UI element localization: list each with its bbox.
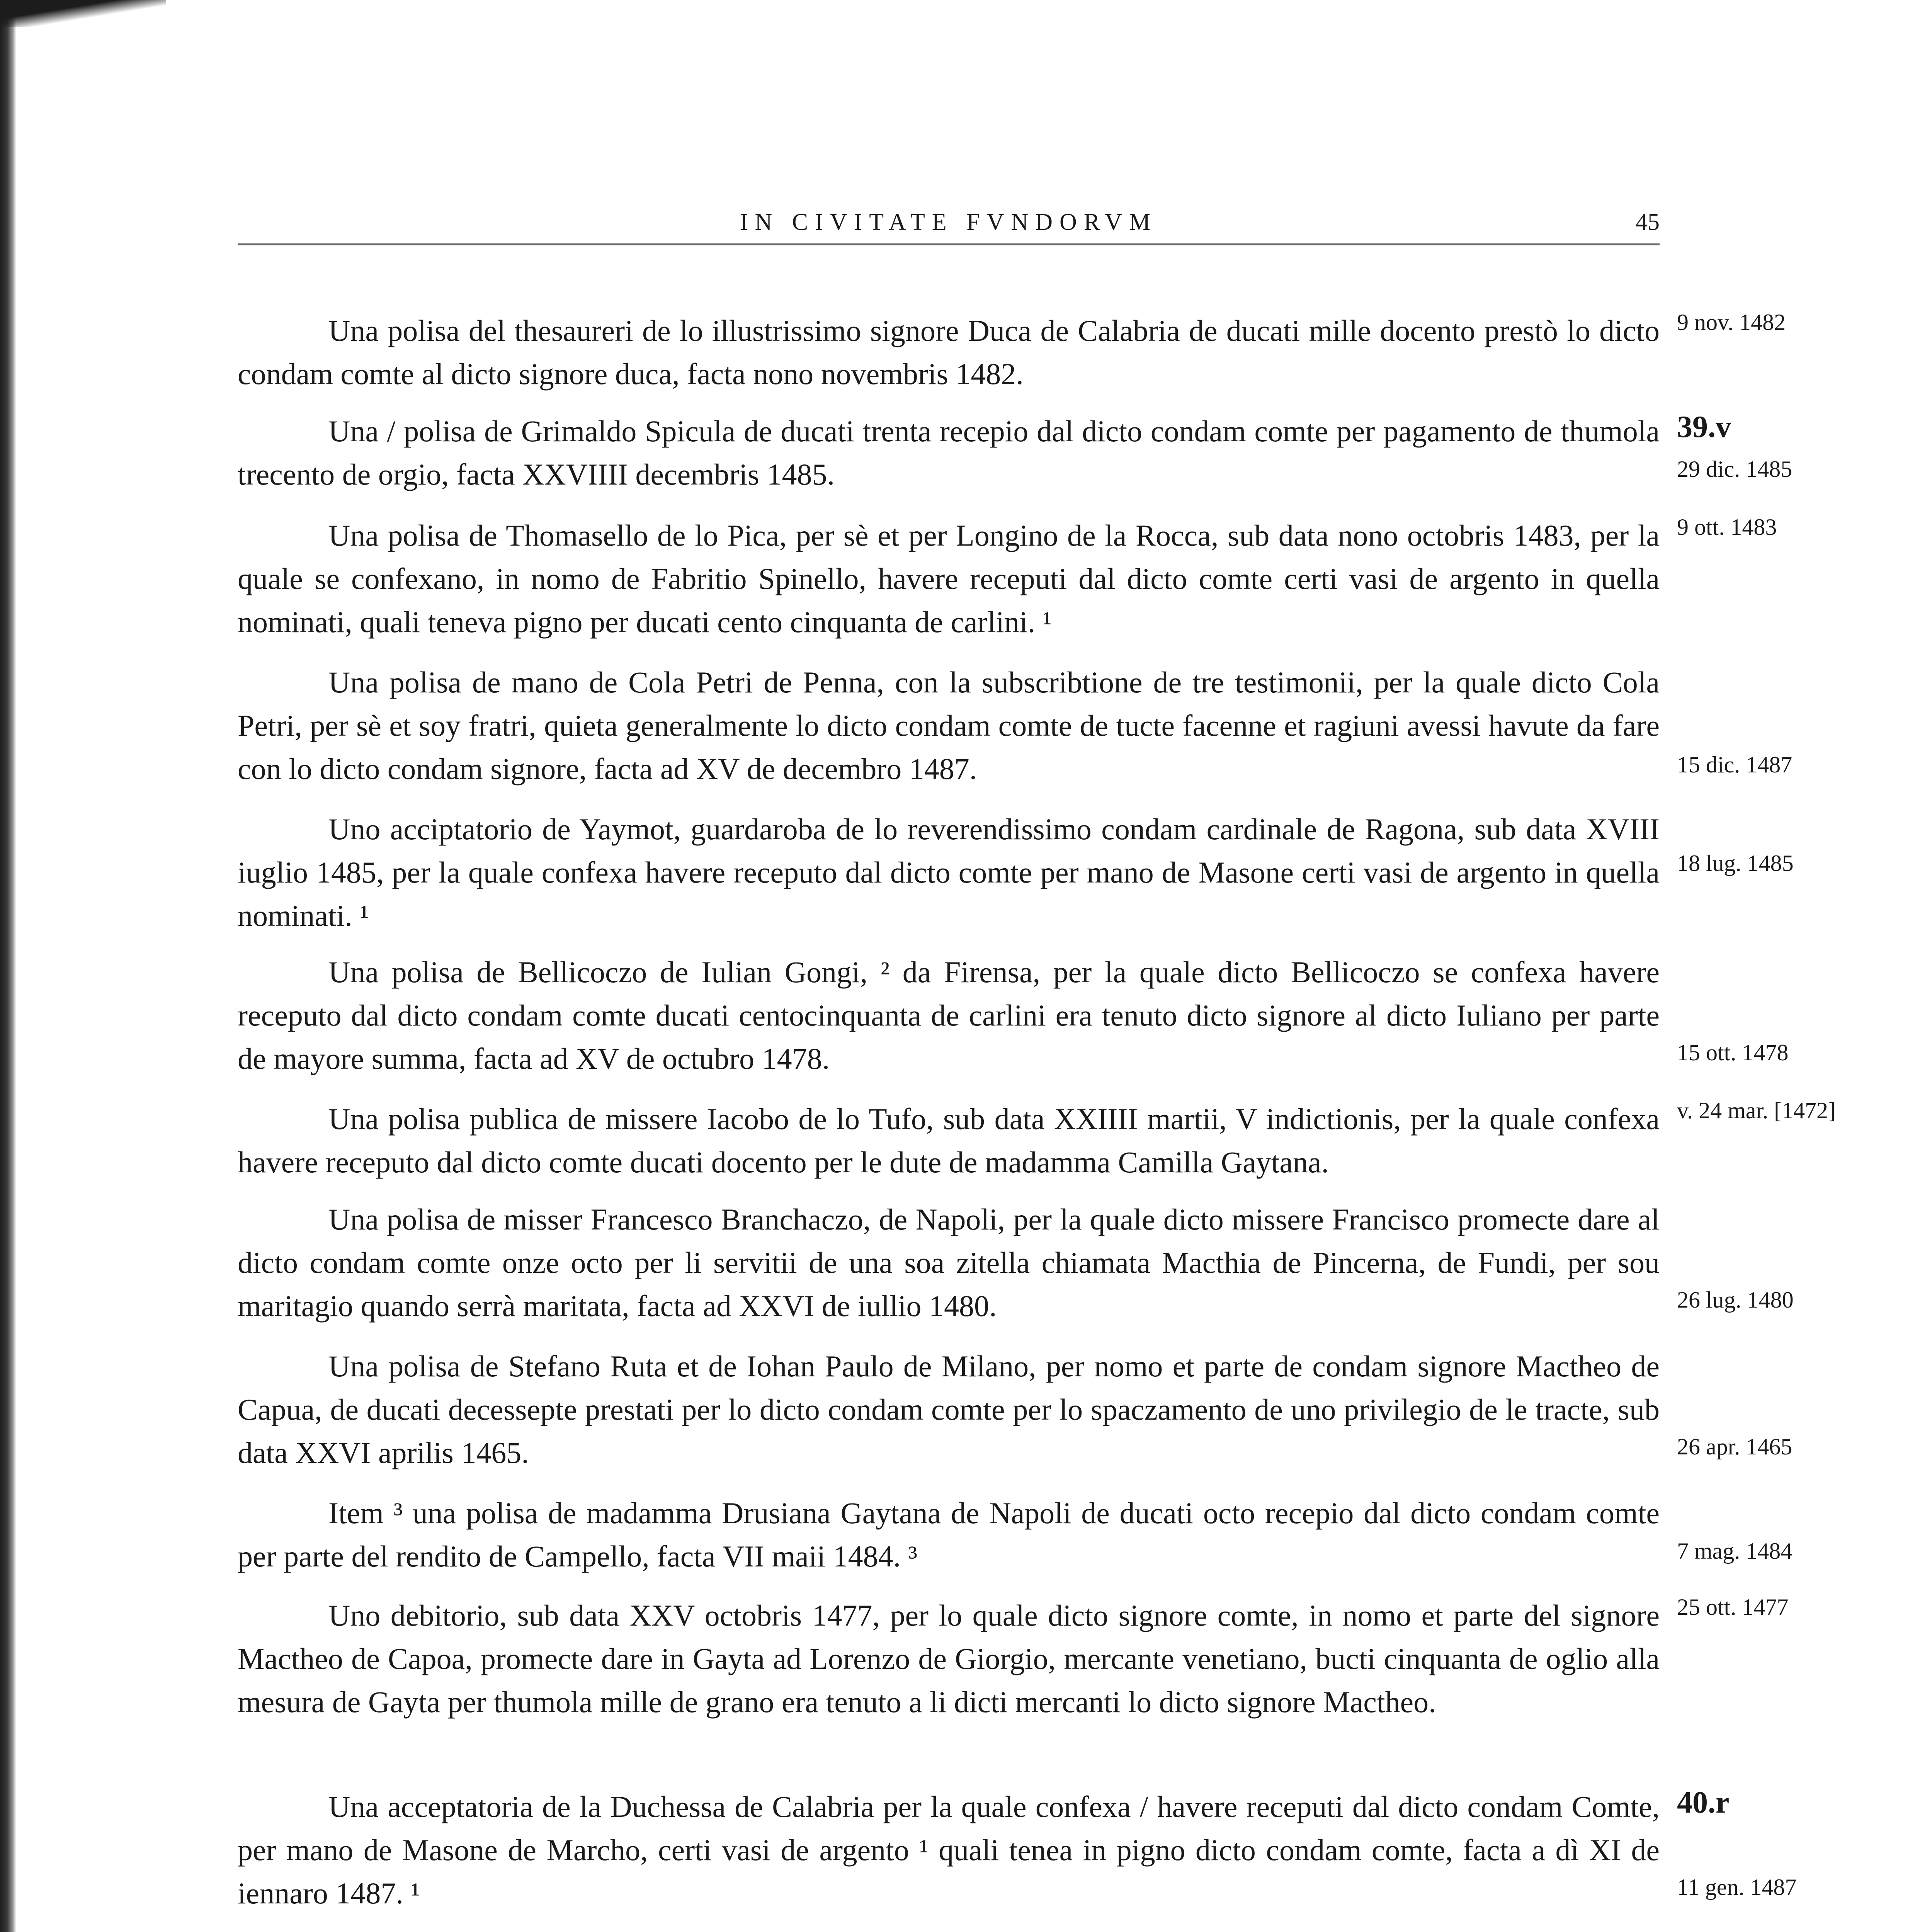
- entry-paragraph: Item ³ una polisa de madamma Drusiana Gaytana de Napoli de ducati octo recepio dal dicto condam comte per parte del rendito de Campello, facta VII maii 1484. ³: [238, 1496, 1660, 1573]
- page-header: [238, 201, 1660, 245]
- entry-paragraph: Una acceptatoria de la Duchessa de Calabria per la quale confexa / havere receputi dal dicto condam Comte, per mano de Masone de Marcho, certi vasi de argento ¹ quali tenea in pigno dicto condam comte, facta a dì XI de iennaro 1487. ¹: [238, 1790, 1660, 1910]
- margin-date: 7 mag. 1484: [1677, 1538, 1793, 1564]
- margin-date: 26 apr. 1465: [1677, 1434, 1793, 1459]
- entry-paragraph: Una polisa de Stefano Ruta et de Iohan Paulo de Milano, per nomo et parte de condam signore Mactheo de Capua, de ducati decessepte prestati per lo dicto condam comte per lo spaczamento de uno privilegio de le tracte, sub data XXVI aprilis 1465.: [238, 1349, 1660, 1469]
- binding-edge: [0, 0, 16, 1932]
- margin-date: 9 ott. 1483: [1677, 514, 1777, 540]
- margin-date: 15 dic. 1487: [1677, 752, 1793, 777]
- entry-paragraph: [238, 1930, 1660, 1932]
- margin-date: 18 lug. 1485: [1677, 850, 1794, 876]
- entry-paragraph: Una polisa de misser Francesco Branchaczo, de Napoli, per la quale dicto missere Francisco promecte dare al dicto condam comte onze octo per li servitii de una soa zitella chiamata Macthia de Pincerna, de Fundi, per sou maritagio quando serrà maritata, facta ad XXVI de iullio 1480.: [238, 1202, 1660, 1323]
- entry-paragraph: Una polisa de mano de Cola Petri de Penna, con la subscribtione de tre testimonii, per la quale dicto Cola Petri, per sè et soy fratri, quieta generalmente lo dicto condam comte de tucte facenne et ragiuni avessi havute da fare con lo dicto condam signore, facta ad XV de decembro 1487.: [238, 665, 1660, 786]
- margin-date: 15 ott. 1478: [1677, 1040, 1789, 1065]
- margin-date: 11 gen. 1487: [1677, 1874, 1797, 1900]
- entry-paragraph: Una / polisa de Grimaldo Spicula de ducati trenta recepio dal dicto condam comte per pagamento de thumola trecento de orgio, facta XXVIIII decembris 1485.: [238, 414, 1660, 491]
- entry-paragraph: Uno debitorio, sub data XXV octobris 1477, per lo quale dicto signore comte, in nomo et parte del signore Mactheo de Capoa, promecte dare in Gayta ad Lorenzo de Giorgio, mercante venetiano, bucti cinquanta de oglio alla mesura de Gayta per thumola mille de grano era tenuto a li dicti mercanti lo dicto signore Mactheo.: [238, 1599, 1660, 1719]
- folio-marker: 40.r: [1677, 1786, 1730, 1820]
- margin-date: v. 24 mar. [1472]: [1677, 1098, 1836, 1123]
- entry-paragraph: Una polisa de Thomasello de lo Pica, per sè et per Longino de la Rocca, sub data nono octobris 1483, per la quale se confexano, in nomo de Fabritio Spinello, havere receputi dal dicto comte certi vasi de argento in quella nominati, quali teneva pigno per ducati cento cinquanta de carlini. ¹: [238, 519, 1660, 639]
- entry-paragraph: Una polisa publica de missere Iacobo de lo Tufo, sub data XXIIII martii, V indictionis, per la quale confexa havere receputo dal dicto comte ducati docento per le dute de madamma Camilla Gaytana.: [238, 1102, 1660, 1179]
- margin-date: 9 nov. 1482: [1677, 310, 1786, 335]
- folio-marker: 39.v: [1677, 410, 1731, 444]
- margin-date: 26 lug. 1480: [1677, 1287, 1794, 1313]
- running-title: IN CIVITATE FVNDORVM: [740, 209, 1158, 235]
- entry-paragraph: Una polisa de Bellicoczo de Iulian Gongi, ² da Firensa, per la quale dicto Bellicoczo se confexa havere receputo dal dicto condam comte ducati centocinquanta de carlini era tenuto dicto signore al dicto Iuliano per parte de mayore summa, facta ad XV de octubro 1478.: [238, 955, 1660, 1075]
- margin-date: 25 ott. 1477: [1677, 1594, 1789, 1620]
- page-number: 45: [1636, 209, 1660, 235]
- entry-paragraph: Una polisa del thesaureri de lo illustrissimo signore Duca de Calabria de ducati mille docento prestò lo dicto condam comte al dicto signore duca, facta nono novembris 1482.: [238, 314, 1660, 391]
- margin-date: 29 dic. 1485: [1677, 456, 1793, 482]
- binding-shadow: [0, 0, 166, 27]
- entry-paragraph: Uno acciptatorio de Yaymot, guardaroba de lo reverendissimo condam cardinale de Ragona, sub data XVIII iuglio 1485, per la quale confexa havere receputo dal dicto comte per mano de Masone certi vasi de argento in quella nominati. ¹: [238, 812, 1660, 932]
